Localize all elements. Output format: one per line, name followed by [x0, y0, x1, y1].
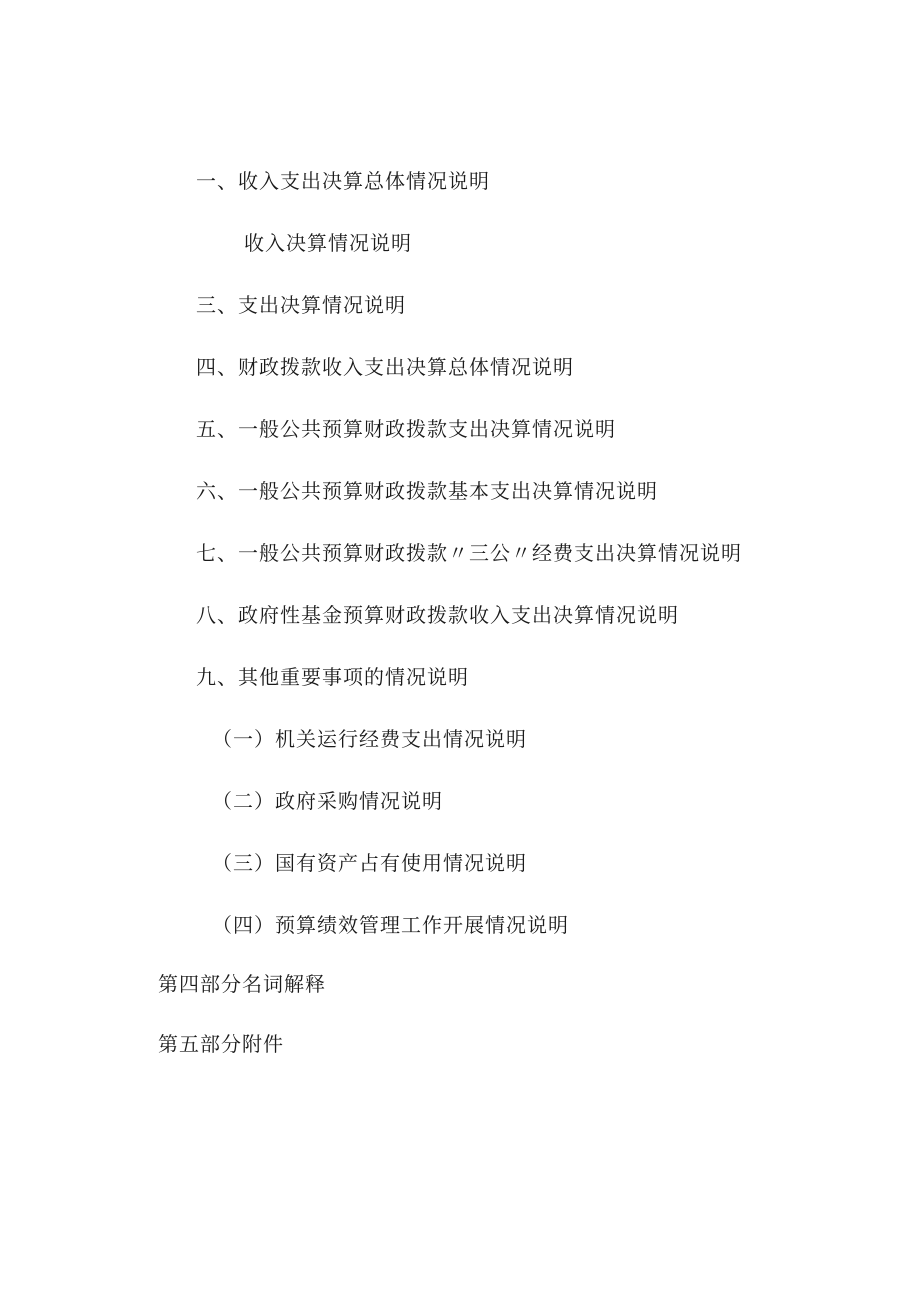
toc-subitem-2: （二）政府采购情况说明 — [212, 789, 443, 813]
toc-subitem-4: （四）预算绩效管理工作开展情况说明 — [212, 913, 569, 937]
toc-item-4: 四、财政拨款收入支出决算总体情况说明 — [196, 355, 574, 379]
toc-item-5: 五、一般公共预算财政拨款支出决算情况说明 — [196, 417, 616, 441]
toc-item-7: 七、一般公共预算财政拨款〃三公〃经费支出决算情况说明 — [196, 541, 742, 565]
toc-item-2: 收入决算情况说明 — [244, 231, 412, 255]
toc-subitem-3: （三）国有资产占有使用情况说明 — [212, 851, 527, 875]
toc-item-8: 八、政府性基金预算财政拨款收入支出决算情况说明 — [196, 603, 679, 627]
toc-item-9: 九、其他重要事项的情况说明 — [196, 665, 469, 689]
toc-part-5: 第五部分附件 — [158, 1032, 284, 1056]
toc-part-4: 第四部分名词解释 — [158, 972, 326, 996]
toc-item-1: 一、收入支出决算总体情况说明 — [196, 169, 490, 193]
toc-item-6: 六、一般公共预算财政拨款基本支出决算情况说明 — [196, 479, 658, 503]
toc-subitem-1: （一）机关运行经费支出情况说明 — [212, 727, 527, 751]
toc-item-3: 三、支出决算情况说明 — [196, 293, 406, 317]
